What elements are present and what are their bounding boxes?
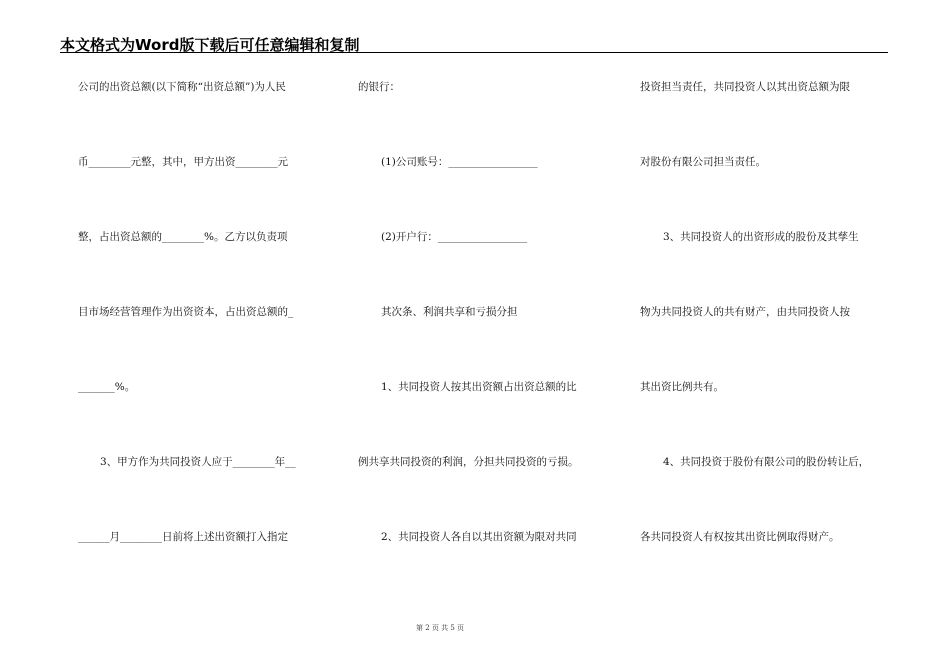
col2-line-1: 的银行： bbox=[358, 81, 400, 93]
col1-line-3: 整，占出资总额的________%。乙方以负责项 bbox=[78, 231, 288, 243]
col3-line-7: 各共同投资人有权按其出资比例取得财产。 bbox=[640, 531, 840, 543]
col3-line-1: 投资担当责任，共同投资人以其出资总额为限 bbox=[640, 81, 850, 93]
col1-line-2: 币________元整，其中，甲方出资________元 bbox=[78, 156, 288, 168]
col1-line-4: 目市场经营管理作为出资资本，占出资总额的_ bbox=[78, 306, 294, 318]
col2-line-4: 其次条、利润共享和亏损分担 bbox=[381, 306, 518, 318]
col3-line-2: 对股份有限公司担当责任。 bbox=[640, 156, 766, 168]
col2-line-7: 2、共同投资人各自以其出资额为限对共同 bbox=[381, 531, 577, 543]
header-divider bbox=[60, 52, 888, 53]
col3-line-3: 3、共同投资人的出资形成的股份及其孳生 bbox=[663, 231, 859, 243]
col2-line-6: 例共享共同投资的利润，分担共同投资的亏损。 bbox=[358, 456, 579, 468]
col1-line-5: _______%。 bbox=[78, 381, 136, 393]
col3-line-5: 其出资比例共有。 bbox=[640, 381, 724, 393]
document-header-title: 本文格式为Word版下载后可任意编辑和复制 bbox=[60, 36, 360, 54]
page-number-footer: 第 2 页 共 5 页 bbox=[415, 624, 465, 632]
col1-line-1: 公司的出资总额(以下简称“出资总额”)为人民 bbox=[78, 81, 286, 93]
col2-line-3: (2)开户行：_________________ bbox=[381, 231, 528, 243]
col1-line-6: 3、甲方作为共同投资人应于________年__ bbox=[100, 456, 296, 468]
col3-line-4: 物为共同投资人的共有财产，由共同投资人按 bbox=[640, 306, 850, 318]
col3-line-6: 4、共同投资于股份有限公司的股份转让后， bbox=[663, 456, 870, 468]
col2-line-2: (1)公司账号：_________________ bbox=[381, 156, 538, 168]
col2-line-5: 1、共同投资人按其出资额占出资总额的比 bbox=[381, 381, 577, 393]
col1-line-7: ______月________日前将上述出资额打入指定 bbox=[78, 531, 288, 543]
